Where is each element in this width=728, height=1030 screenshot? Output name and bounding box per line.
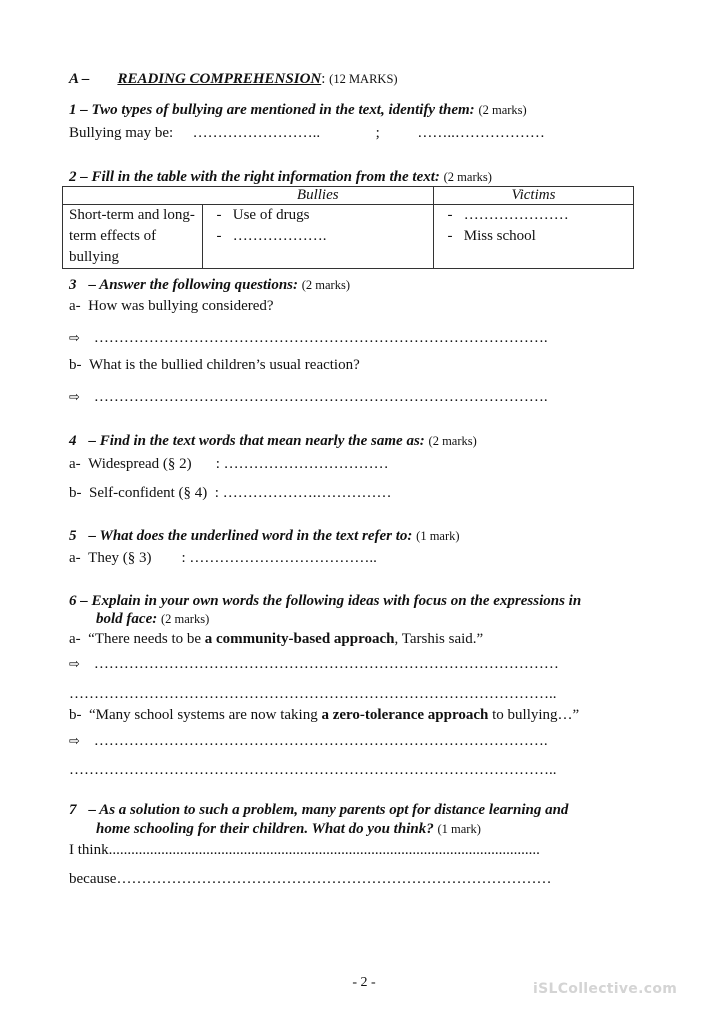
q6-b-pre: “Many school systems are now taking [89,707,322,723]
q6-b-post: to bullying…” [488,707,580,723]
q3-a-answer [69,329,548,348]
bullies-cell [203,205,434,269]
q6-title-line-2 [96,610,209,629]
q6-b [69,706,579,725]
q4-title-text: – Find in the text words that mean nearly the same as: [88,433,425,449]
q7-because-line[interactable]: because…………………………………………………………………………… [69,871,552,887]
q6-b-answer-line-1[interactable]: ………………………………………………………………………………. [93,733,548,749]
arrow-icon: ⇨ [69,331,80,346]
q4-b [69,484,391,503]
bullies-item-blank[interactable]: ………………. [232,228,327,244]
q6-a-label: a- [69,631,81,647]
arrow-icon: ⇨ [69,734,80,749]
victims-item [440,226,627,247]
dash-marker: - [216,228,222,244]
bullies-item-text: Use of drugs [232,207,310,223]
effects-table [62,186,634,269]
q4-a-label: a- [69,456,81,472]
q4-marks: (2 marks) [428,434,477,448]
q2-title [69,168,492,187]
victims-item [440,205,627,226]
q7-think-line[interactable]: I think................................................................................................................... [69,842,540,858]
dash-marker: - [216,207,222,223]
q4-a-blank[interactable]: : …………………………… [215,456,389,472]
q3-title [69,276,350,295]
q3-b-answer [69,388,548,407]
q4-a-text: Widespread (§ 2) [88,456,192,472]
section-marks: (12 MARKS) [329,72,398,86]
q5-title-text: – What does the underlined word in the text refer to: [88,528,413,544]
q5-title [69,527,460,546]
q6-b-bold: a zero-tolerance approach [321,707,489,723]
q3-number: 3 [69,277,77,293]
section-heading [69,70,398,89]
bullies-item [209,226,427,247]
q5-a-blank[interactable]: : ……………………………….. [181,550,377,566]
q5-a [69,549,377,568]
row-label-2: term effects of bullying [69,228,157,265]
dash-marker: - [447,228,453,244]
q6-title-text: bold face: [96,611,158,627]
q3-b-answer-line[interactable]: ………………………………………………………………………………. [93,389,548,405]
q1-prompt: Bullying may be: [69,125,174,141]
watermark: iSLCollective.com [533,981,678,997]
q4-number: 4 [69,433,77,449]
q7-title-line-1 [69,801,568,820]
q5-number: 5 [69,528,77,544]
q6-a-bold: a community-based approach [204,631,395,647]
q2-marks: (2 marks) [443,170,492,184]
q6-a [69,630,483,649]
q1-blank-2[interactable]: ……..……………… [417,125,545,141]
q6-a-pre: “There needs to be [88,631,205,647]
q3-b-label: b- [69,357,82,373]
q6-b-answer-line-2[interactable]: …………………………………………………………………………………….. [69,762,557,778]
arrow-icon: ⇨ [69,657,80,672]
q4-a [69,455,389,474]
q2-title-text: 2 – Fill in the table with the right information from the text: [69,169,440,185]
section-title: READING COMPREHENSION [117,71,322,87]
table-header-bullies: Bullies [203,187,434,205]
q6-marks: (2 marks) [160,612,210,626]
table-header-empty [63,187,203,205]
q1-marks: (2 marks) [478,103,527,117]
q6-title-line-1: 6 – Explain in your own words the following ideas with focus on the expressions in [69,593,582,609]
q7-title-line-2 [96,820,481,839]
row-label-1: Short-term and long- [69,207,195,223]
table-row [63,205,634,269]
table-header-victims: Victims [434,187,634,205]
q3-b-text: What is the bullied children’s usual reaction? [89,357,360,373]
q6-a-answer-line-2[interactable]: …………………………………………………………………………………….. [69,686,557,702]
q3-a [69,297,274,316]
q3-marks: (2 marks) [301,278,350,292]
dash-marker: - [447,207,453,223]
table-row-label [63,205,203,269]
victims-item-text: Miss school [463,228,536,244]
q3-b [69,356,360,375]
q1-blank-1[interactable]: …………………….. [192,125,321,141]
q4-b-label: b- [69,485,82,501]
q7-number: 7 [69,802,77,818]
victims-item-blank[interactable]: ………………… [463,207,569,223]
table-header-row [63,187,634,205]
section-colon: : [321,71,326,87]
victims-cell [434,205,634,269]
q1-answer-line [69,124,545,143]
q4-b-text: Self-confident (§ 4) [89,485,208,501]
q1-title-text: 1 – Two types of bullying are mentioned in the text, identify them: [69,102,475,118]
q5-a-label: a- [69,550,81,566]
q6-a-answer-1 [69,655,559,674]
q3-a-answer-line[interactable]: ………………………………………………………………………………. [93,330,548,346]
q7-title-text-1: – As a solution to such a problem, many parents opt for distance learning and [88,802,569,818]
q7-title-text-2: home schooling for their children. What do you think? [96,821,434,837]
section-letter: A – [69,71,90,87]
q6-b-label: b- [69,707,82,723]
arrow-icon: ⇨ [69,390,80,405]
q6-a-post: , Tarshis said.” [394,631,484,647]
q3-title-text: – Answer the following questions: [88,277,298,293]
bullies-item [209,205,427,226]
q1-title [69,101,527,120]
q3-a-label: a- [69,298,81,314]
q3-a-text: How was bullying considered? [88,298,274,314]
q5-a-text: They (§ 3) [88,550,152,566]
q4-b-blank[interactable]: : ……………….…………… [214,485,392,501]
q6-b-answer-1 [69,732,548,751]
q6-a-answer-line-1[interactable]: ………………………………………………………………………………… [93,656,559,672]
q5-marks: (1 mark) [416,529,460,543]
q7-marks: (1 mark) [437,822,481,836]
q1-separator: ; [375,125,380,141]
row-label-line-1 [69,205,196,226]
q4-title [69,432,477,451]
page-number: - 2 - [352,975,376,990]
